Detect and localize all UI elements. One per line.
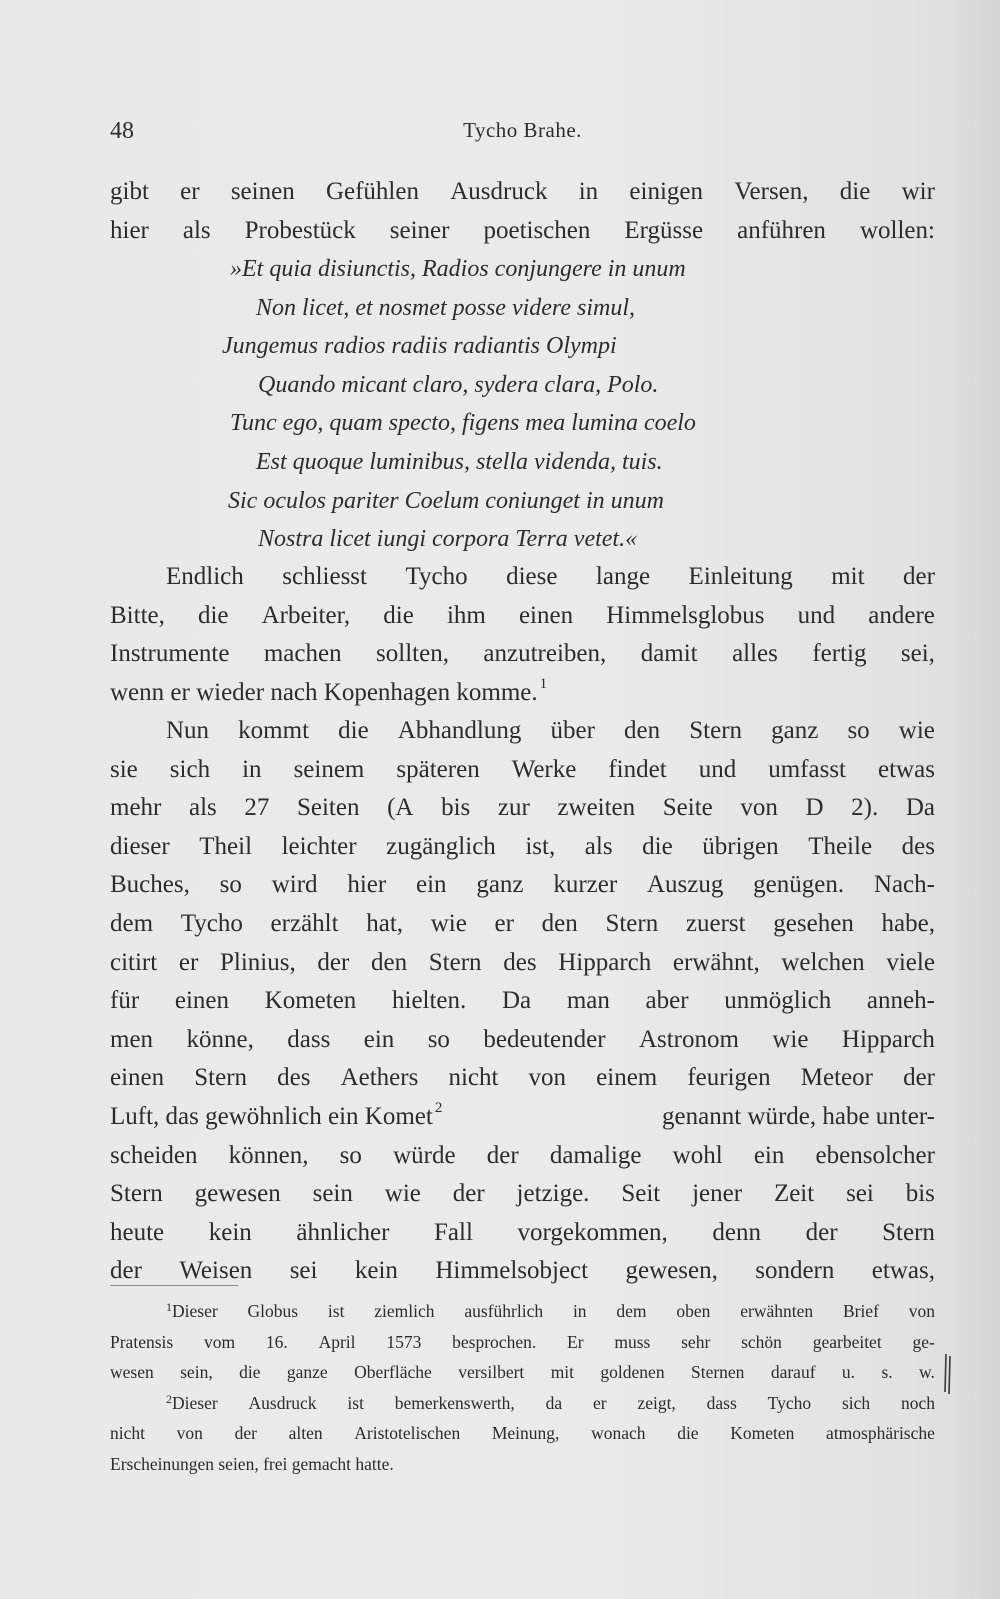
text-line — [110, 1059, 935, 1098]
word: feurigen — [687, 1064, 771, 1092]
word: seinem — [293, 755, 365, 783]
text-span — [110, 1098, 442, 1137]
word: zweiten — [557, 794, 636, 822]
text-line — [110, 828, 935, 867]
word: goldenen — [600, 1362, 665, 1382]
word: Gefühlen — [325, 178, 419, 205]
word: mit — [550, 1362, 575, 1382]
word: bedeutender — [483, 1025, 606, 1053]
word: die — [677, 1423, 699, 1443]
word: wie — [384, 1180, 421, 1208]
word: 2Dieser — [166, 1388, 218, 1419]
word: so — [427, 1025, 450, 1053]
text-line — [110, 1098, 935, 1137]
word: Probestück — [244, 216, 356, 244]
word: Stern — [882, 1218, 935, 1246]
word: Bitte, — [110, 601, 165, 629]
word: Arbeiter, — [261, 601, 351, 629]
text-line — [110, 944, 935, 983]
word: wonach — [591, 1423, 646, 1443]
word: Hipparch — [558, 948, 652, 976]
word: sein, — [180, 1362, 213, 1382]
word: Fall — [434, 1218, 473, 1246]
text-span: wenn er wieder nach Kopenhagen komme. — [110, 678, 538, 706]
verse-line: Non licet, et nosmet posse videre simul, — [256, 294, 636, 321]
word: erzählt — [270, 909, 339, 937]
word: die — [197, 601, 229, 629]
word: nicht — [448, 1064, 499, 1092]
verse-line: Est quoque luminibus, stella videnda, tuis. — [256, 448, 663, 475]
word: Einleitung — [688, 563, 793, 590]
word: Nun — [166, 717, 210, 744]
word: zur — [497, 794, 530, 822]
word: (A — [387, 794, 414, 822]
word: mehr — [110, 794, 162, 822]
word: so — [339, 1141, 362, 1169]
word: als — [182, 216, 211, 244]
word: Kometen — [264, 987, 357, 1015]
word: des — [503, 948, 537, 976]
word: 27 — [244, 794, 270, 822]
footnote-ref-2[interactable]: 2 — [434, 1099, 443, 1116]
word: des — [901, 832, 935, 860]
word: hier — [110, 216, 149, 244]
word: etwas — [878, 755, 935, 783]
word: Abhandlung — [397, 717, 522, 744]
word: könne, — [186, 1025, 254, 1053]
word: einen — [174, 987, 229, 1015]
text-line — [110, 905, 935, 944]
word: zeigt, — [637, 1392, 676, 1413]
verse-line: Nostra licet iungi corpora Terra vetet.« — [258, 526, 638, 553]
word: in — [242, 755, 262, 783]
word: ausführlich — [464, 1301, 544, 1321]
text-span: genannt würde, habe unter- — [662, 1102, 935, 1130]
word: der — [903, 1064, 935, 1092]
word: über — [550, 717, 595, 744]
word: etwas, — [871, 1257, 935, 1285]
word: seinen — [230, 178, 295, 205]
text-line — [110, 212, 935, 251]
footnote-mark: 2 — [166, 1391, 172, 1406]
word: damit — [640, 640, 698, 668]
word: Pratensis — [110, 1331, 174, 1352]
word: Endlich — [166, 563, 244, 590]
word: und — [698, 755, 737, 783]
latin-verse — [110, 250, 935, 559]
word: Himmelsobject — [435, 1257, 589, 1285]
word: Nach- — [873, 871, 935, 899]
word: Tycho — [405, 563, 468, 590]
word: einigen — [629, 178, 703, 205]
word: einen — [110, 1064, 165, 1092]
word: er — [178, 948, 199, 976]
word: der — [805, 1218, 838, 1246]
word: wie — [430, 909, 467, 937]
word: man — [566, 987, 610, 1015]
word: der — [317, 948, 350, 976]
text-line — [110, 597, 935, 636]
text-span: Luft, das gewöhnlich ein Komet — [110, 1102, 433, 1130]
word: gewesen — [194, 1180, 281, 1208]
word: Tycho — [180, 909, 243, 937]
word: bis — [441, 794, 471, 822]
word: Auszug — [646, 871, 724, 899]
word: die — [239, 1362, 261, 1382]
word: Stern — [428, 948, 482, 976]
word: citirt — [110, 948, 158, 976]
word: wesen — [110, 1362, 154, 1382]
word: der — [486, 1141, 519, 1169]
text-line — [110, 1175, 935, 1214]
word: Aristotelischen — [354, 1423, 461, 1443]
word: gewesen, — [625, 1257, 718, 1285]
word: Da — [501, 987, 532, 1015]
word: sie — [110, 755, 138, 783]
footnote-line: Erscheinungen seien, frei gemacht hatte. — [110, 1453, 394, 1474]
word: Theile — [808, 832, 873, 860]
text-line — [110, 982, 935, 1021]
word: Stern — [110, 1180, 163, 1208]
word: Oberfläche — [354, 1362, 432, 1382]
word: dem — [616, 1301, 647, 1321]
word: versilbert — [458, 1362, 525, 1382]
word: Kometen — [730, 1423, 795, 1443]
word: oben — [676, 1301, 711, 1321]
word: ganze — [286, 1362, 328, 1382]
word: seiner — [389, 216, 450, 244]
text-line — [110, 712, 935, 751]
word: in — [572, 1301, 587, 1321]
word: bemerkenswerth, — [394, 1392, 515, 1413]
word: Meteor — [800, 1064, 873, 1092]
word: und — [797, 601, 836, 629]
word: dem — [110, 909, 154, 937]
word: als — [584, 832, 613, 860]
verse-line: »Et quia disiunctis, Radios conjungere in unum — [230, 256, 686, 282]
word: sich — [169, 755, 211, 783]
word: ist — [327, 1301, 345, 1321]
word: viele — [886, 948, 935, 976]
word: heute — [110, 1218, 165, 1246]
word: Meinung, — [491, 1423, 560, 1443]
word: die — [642, 832, 673, 860]
word: sein — [312, 1180, 353, 1208]
word: sehr — [681, 1331, 711, 1352]
word: ist — [347, 1392, 364, 1413]
word: D — [805, 794, 824, 822]
verse-line: Sic oculos pariter Coelum coniunget in unum — [228, 487, 664, 514]
word: hier — [347, 871, 387, 899]
intro-text — [110, 173, 935, 250]
running-title: Tycho Brahe. — [463, 118, 582, 142]
word: 16. — [265, 1331, 288, 1352]
word: Brief — [842, 1301, 879, 1321]
word: erwähnt, — [672, 948, 760, 976]
footnote-line — [110, 1418, 935, 1449]
word: ein — [753, 1141, 785, 1169]
word: übrigen — [702, 832, 779, 860]
word: andere — [868, 601, 935, 629]
word: des — [277, 1064, 311, 1092]
word: so — [847, 717, 870, 744]
text-line — [110, 866, 935, 905]
word: wie — [772, 1025, 809, 1053]
word: vorgekommen, — [517, 1218, 668, 1246]
word: kein — [354, 1257, 398, 1285]
word: so — [219, 871, 242, 899]
word: sollten, — [376, 640, 449, 668]
word: sich — [841, 1392, 871, 1413]
word: April — [318, 1331, 356, 1352]
word: mit — [831, 563, 865, 590]
verse-line: Quando micant claro, sydera clara, Polo. — [258, 371, 659, 398]
word: anneh- — [866, 987, 935, 1015]
word: 1573 — [386, 1331, 422, 1352]
word: alles — [732, 640, 778, 668]
word: hielten. — [392, 987, 467, 1015]
word: erwähnten — [740, 1301, 814, 1321]
text-line — [110, 751, 935, 790]
word: der — [110, 1257, 142, 1285]
paragraph-1 — [110, 558, 935, 712]
word: Astronom — [638, 1025, 739, 1053]
word: als — [188, 794, 217, 822]
word: er — [494, 909, 514, 937]
footnote-line — [110, 1388, 935, 1419]
word: ist, — [525, 832, 556, 860]
word: von — [740, 794, 778, 822]
word: würde — [393, 1141, 456, 1169]
word: die — [839, 178, 871, 205]
word: gibt — [110, 178, 149, 205]
word: ebensolcher — [815, 1141, 935, 1169]
word: zugänglich — [386, 832, 496, 860]
footnotes — [110, 1296, 935, 1479]
word: machen — [263, 640, 342, 668]
word: Hipparch — [841, 1025, 935, 1053]
text-line — [110, 1214, 935, 1253]
word: muss — [614, 1331, 651, 1352]
word: von — [528, 1064, 567, 1092]
word: u. — [841, 1362, 856, 1382]
word: ähnlicher — [296, 1218, 390, 1246]
word: Himmelsglobus — [606, 601, 765, 629]
word: Ausdruck — [450, 178, 548, 205]
word: den — [370, 948, 408, 976]
word: da — [545, 1392, 563, 1413]
word: vom — [204, 1331, 236, 1352]
word: Stern — [689, 717, 743, 744]
word: sei — [289, 1257, 318, 1285]
word: der — [452, 1180, 485, 1208]
word: denn — [712, 1218, 761, 1246]
word: w. — [919, 1362, 935, 1382]
text-line — [110, 635, 935, 674]
word: späteren — [396, 755, 480, 783]
word: s. — [881, 1362, 893, 1382]
word: gearbeitet — [812, 1331, 882, 1352]
text-line — [110, 1021, 935, 1060]
word: nicht — [110, 1423, 145, 1443]
word: welchen — [781, 948, 865, 976]
word: der — [903, 563, 935, 590]
word: einen — [518, 601, 574, 629]
word: Da — [905, 794, 935, 822]
word: von — [176, 1423, 203, 1443]
word: von — [908, 1301, 935, 1321]
word: Stern — [194, 1064, 248, 1092]
word: ein — [415, 871, 447, 899]
word: leichter — [281, 832, 357, 860]
word: Instrumente — [110, 640, 230, 668]
word: schön — [741, 1331, 782, 1352]
word: findet — [608, 755, 667, 783]
word: ziemlich — [374, 1301, 435, 1321]
word: wir — [901, 178, 935, 205]
word: schliesst — [282, 563, 367, 590]
word: 1Dieser — [166, 1296, 218, 1327]
word: genügen. — [753, 871, 845, 899]
word: bis — [905, 1180, 935, 1208]
footnote-divider — [110, 1285, 238, 1286]
word: unmöglich — [724, 987, 832, 1015]
word: alten — [288, 1423, 323, 1443]
word: Plinius, — [219, 948, 296, 976]
word: sondern — [755, 1257, 835, 1285]
word: sei, — [900, 640, 935, 668]
word: Theil — [199, 832, 253, 860]
word: kurzer — [553, 871, 618, 899]
word: fertig — [812, 640, 867, 668]
word: atmosphärische — [826, 1423, 935, 1443]
word: anzutreiben, — [483, 640, 607, 668]
word: kommt — [238, 717, 310, 744]
word: habe, — [881, 909, 935, 937]
page-header — [110, 118, 935, 150]
word: der — [234, 1423, 257, 1443]
word: Sternen — [690, 1362, 745, 1382]
footnote-line — [110, 1327, 935, 1358]
word: wohl — [672, 1141, 723, 1169]
word: ganz — [476, 871, 524, 899]
word: ganz — [771, 717, 819, 744]
word: kein — [208, 1218, 252, 1246]
word: die — [383, 601, 414, 629]
word: 2). — [851, 794, 879, 822]
word: Ausdruck — [248, 1392, 317, 1413]
word: für — [110, 987, 140, 1015]
word: Ergüsse — [624, 216, 704, 244]
text-line — [110, 1137, 935, 1176]
word: Aethers — [340, 1064, 419, 1092]
word: wie — [898, 717, 935, 744]
word: ein — [363, 1025, 395, 1053]
word: Seiten — [296, 794, 360, 822]
word: die — [338, 717, 369, 744]
word: ge- — [912, 1331, 935, 1352]
page-number: 48 — [110, 118, 134, 144]
word: können, — [228, 1141, 309, 1169]
word: dieser — [110, 832, 170, 860]
word: Weisen — [179, 1257, 253, 1285]
text-line — [110, 558, 935, 597]
word: men — [110, 1025, 154, 1053]
verse-line: Jungemus radios radiis radiantis Olympi — [222, 333, 617, 360]
word: anführen — [737, 216, 826, 244]
text-line — [110, 674, 935, 713]
word: ihm — [446, 601, 486, 629]
word: in — [578, 178, 599, 205]
word: hat, — [366, 909, 404, 937]
text-line — [110, 789, 935, 828]
word: poetischen — [483, 216, 591, 244]
word: Seit — [621, 1180, 661, 1208]
word: gesehen — [773, 909, 854, 937]
word: wird — [271, 871, 318, 899]
word: umfasst — [768, 755, 846, 783]
word: Seite — [662, 794, 713, 822]
word: jener — [692, 1180, 743, 1208]
footnote-mark: 1 — [166, 1300, 172, 1314]
word: Versen, — [734, 178, 809, 205]
word: dass — [287, 1025, 331, 1053]
word: besprochen. — [452, 1331, 537, 1352]
text-line — [110, 173, 935, 212]
word: scheiden — [110, 1141, 198, 1169]
word: er — [592, 1392, 607, 1413]
word: sei — [846, 1180, 874, 1208]
word: jetzige. — [516, 1180, 590, 1208]
word: noch — [900, 1392, 935, 1413]
word: Werke — [511, 755, 577, 783]
word: diese — [506, 563, 558, 590]
word: Stern — [605, 909, 659, 937]
word: darauf — [770, 1362, 816, 1382]
word: zuerst — [685, 909, 746, 937]
footnote-ref-1[interactable]: 1 — [539, 675, 548, 692]
word: einem — [596, 1064, 658, 1092]
word: Globus — [247, 1301, 299, 1321]
word: er — [180, 178, 200, 205]
word: wollen: — [859, 216, 935, 244]
footnote-line — [110, 1357, 935, 1388]
paragraph-2 — [110, 712, 935, 1291]
verse-line: Tunc ego, quam specto, figens mea lumina coelo — [230, 410, 696, 437]
word: Buches, — [110, 871, 190, 899]
word: aber — [645, 987, 689, 1015]
word: den — [624, 717, 661, 744]
word: Tycho — [767, 1392, 812, 1413]
footnote-line — [110, 1296, 935, 1327]
word: Zeit — [773, 1180, 815, 1208]
word: lange — [595, 563, 651, 590]
word: Er — [567, 1331, 584, 1352]
word: damalige — [549, 1141, 642, 1169]
margin-mark-icon — [944, 1352, 952, 1396]
word: dass — [706, 1392, 737, 1413]
word: den — [541, 909, 578, 937]
